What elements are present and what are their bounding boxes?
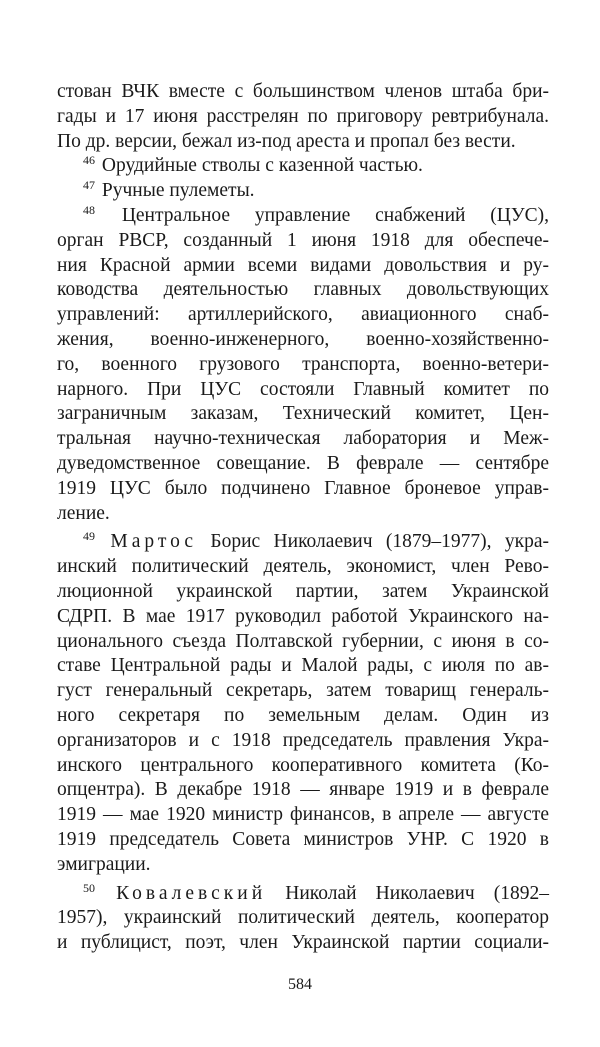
footnote-46 [57,154,549,179]
text-line: СДРП. В мае 1917 руководил работой Украинского на- [57,605,549,627]
text-line: инского центрального кооперативного комитета (Ко- [57,754,549,776]
footnote-47 [57,179,549,204]
text-line: 1957), украинский политический деятель, кооператор [57,907,549,929]
text-line: ния Красной армии всеми видами довольствия и ру- [57,254,549,276]
text-line: жения, военно-инженерного, военно-хозяйственно- [57,328,549,350]
footnote-text: Орудийные стволы с казенной частью. [101,155,423,177]
text-line: ководства деятельностью главных довольствующих [57,279,549,301]
footnote-number: 50 [83,880,95,895]
text-line: инский политический деятель, экономист, член Рево- [57,556,549,578]
text-line: люционной украинской партии, затем Украинской [57,580,549,602]
text-line: По др. версии, бежал из-под ареста и пропал без вести. [57,130,516,152]
text-line: гады и 17 июня расстрелян по приговору ревтрибунала. [57,105,549,127]
text-line: ставе Центральной рады и Малой рады, с июля по ав- [57,655,549,677]
footnote-number: 48 [83,202,95,217]
text-line: тральная научно-техническая лаборатория и Меж- [57,428,549,450]
text-line: эмиграции. [57,853,151,875]
text-line: ление. [57,502,110,524]
footnote-number: 46 [83,153,95,168]
text-line: опцентра). В декабре 1918 — январе 1919 и в феврале [57,779,549,801]
text-line: стован ВЧК вместе с большинством членов штаба бри- [57,81,549,102]
footnote-49 [57,530,549,555]
text-line: дуведомственное совещание. В феврале — сентябре [57,452,549,474]
footnote-text: Николай Николаевич (1892– [285,882,550,904]
spaced-surname: Мартос [110,531,198,553]
text-line: 1919 ЦУС было подчинено Главное броневое управ- [57,477,549,499]
text-line: густ генеральный секретарь, затем товарищ генераль- [57,680,549,702]
text-line: орган РВСР, созданный 1 июня 1918 для обеспече- [57,229,549,251]
footnote-text: Ручные пулеметы. [101,180,255,202]
text-line: 1919 — мае 1920 министр финансов, в апреле — августе [57,804,549,826]
page-number: 584 [288,976,312,993]
page-text [57,80,549,956]
text-line: заграничным заказам, Технический комитет, Цен- [57,403,549,425]
footnote-text: Борис Николаевич (1879–1977), укра- [210,531,550,553]
text-line: го, военного грузового транспорта, военно-ветери- [57,353,549,375]
text-line: ного секретаря по земельным делам. Один из [57,704,549,726]
footnote-48 [57,204,549,229]
footnote-number: 49 [83,529,95,544]
spaced-surname: Ковалевский [116,882,267,904]
footnote-text: Центральное управление снабжений (ЦУС), [121,204,550,226]
text-line: ционального съезда Полтавской губернии, с июня в со- [57,630,549,652]
text-line: управлений: артиллерийского, авиационного снаб- [57,304,549,326]
text-line: нарного. При ЦУС состояли Главный комитет по [57,378,549,400]
text-line: 1919 председатель Совета министров УНР. С 1920 в [57,828,549,850]
footnote-number: 47 [83,178,95,193]
text-line: и публицист, поэт, член Украинской партии социали- [57,932,549,954]
text-line: организаторов и с 1918 председатель правления Укра- [57,729,549,751]
footnote-50 [57,882,549,907]
